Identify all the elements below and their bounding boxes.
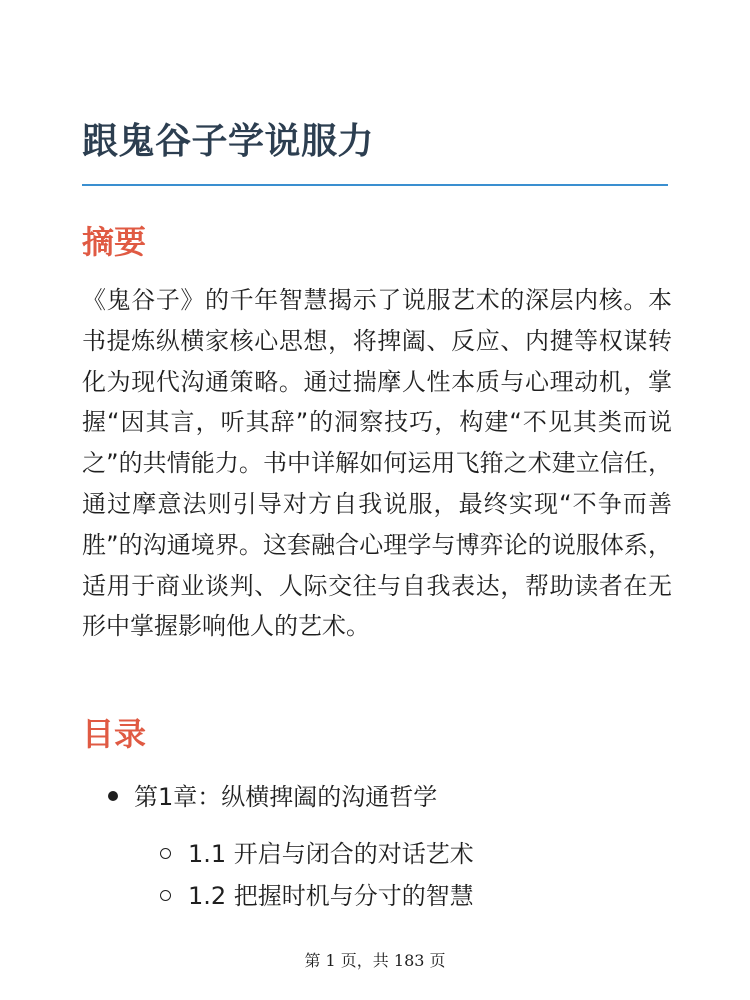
abstract-heading: 摘要 bbox=[82, 223, 147, 261]
document-title: 跟鬼谷子学说服力 bbox=[82, 121, 375, 162]
toc-section-label: 1.1 开启与闭合的对话艺术 bbox=[188, 840, 474, 868]
title-divider bbox=[82, 184, 668, 186]
page-footer: 第 1 页，共 183 页 bbox=[304, 951, 446, 970]
circle-bullet-icon bbox=[160, 890, 171, 901]
toc-section-label: 1.2 把握时机与分寸的智慧 bbox=[188, 882, 474, 910]
toc-chapter-item[interactable] bbox=[108, 777, 668, 817]
toc-section-item[interactable] bbox=[160, 876, 680, 916]
toc-chapter-label: 第1章：纵横捭阖的沟通哲学 bbox=[134, 783, 438, 811]
disc-bullet-icon bbox=[108, 791, 118, 801]
toc-section-item[interactable] bbox=[160, 834, 680, 874]
circle-bullet-icon bbox=[160, 848, 171, 859]
abstract-paragraph: 《鬼谷子》的千年智慧揭示了说服艺术的深层内核。本书提炼纵横家核心思想，将捭阖、反应、内揵等权谋转化为现代沟通策略。通过揣摩人性本质与心理动机，掌握“因其言，听其辞”的洞察技巧，构建“不见其类而说之”的共情能力。书中详解如何运用飞箝之术建立信任，通过摩意法则引导对方自我说服，最终实现“不争而善胜”的沟通境界。这套融合心理学与博弈论的说服体系，适用于商业谈判、人际交往与自我表达，帮助读者在无形中掌握影响他人的艺术。 bbox=[82, 286, 672, 641]
toc-heading: 目录 bbox=[82, 715, 147, 753]
